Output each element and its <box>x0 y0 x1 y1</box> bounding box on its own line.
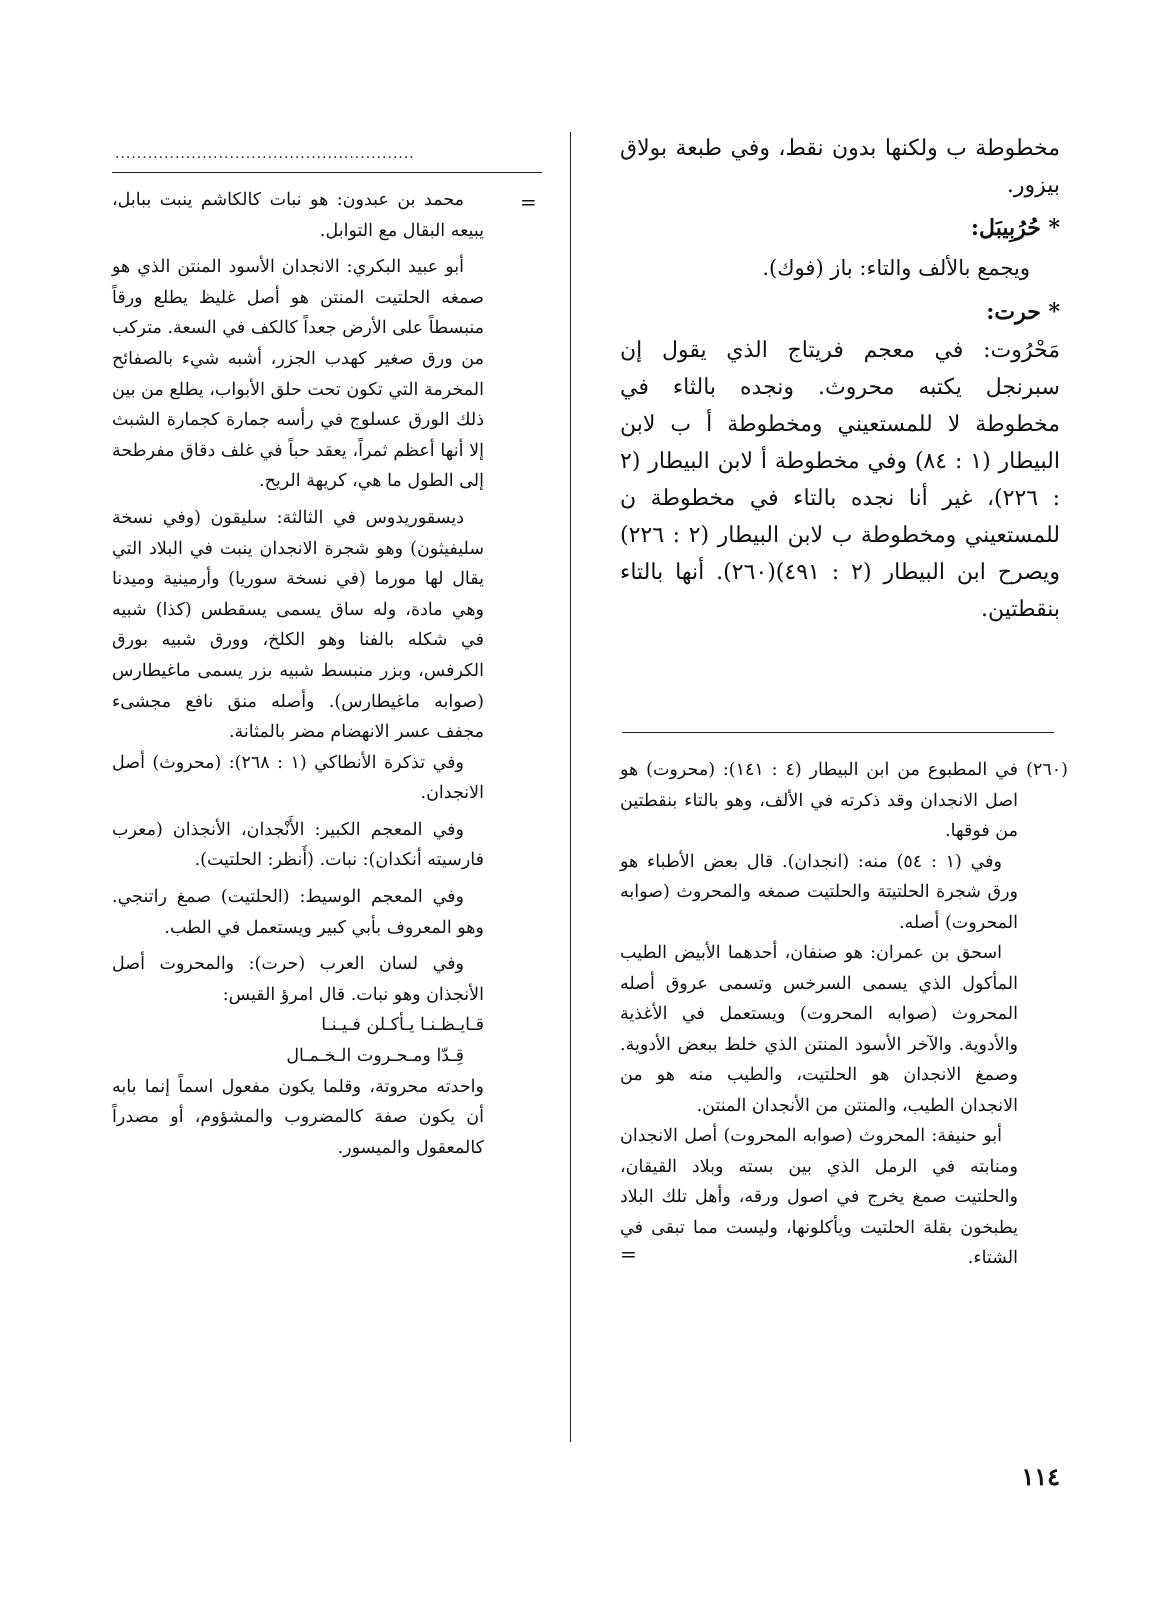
entry-heading-hrt: * حرت: <box>986 299 1060 325</box>
paragraph-antaki: وفي تذكرة الأنطاكي (١ : ٢٦٨): (محروث) أصل الانجدان. <box>112 752 484 804</box>
continuation-mark: = <box>520 190 537 214</box>
footnote-paragraph: أبو حنيفة: المحروث (صوابه المحروت) أصل الانجدان ومنابته في الرمل الذي بين بسته وبلاد القيقان، والحلتيت صمغ يخرج في اصول ورقه، وأهل تلك البلاد يطبخون بقلة الحلتيت ويأكلونها، وليست مما تبقى في الشتاء. <box>620 1126 1018 1268</box>
footnote-paragraph: اسحق بن عمران: هو صنفان، أحدهما الأبيض الطيب المأكول الذي يسمى السرخس وتسمى عروق أصله المحروث (صوابه المحروت) ويستعمل في الأغذية والأدوية. والآخر الأسود المنتن الذي خلط ببعض الأدوية. وصمغ الانجدان هو الحلتيت، والطيب منه هو من الانجدان الطيب، والمنتن من الأنجدان المنتن. <box>620 943 1018 1116</box>
paragraph-closing: واحدته محروتة، وقلما يكون مفعول اسماً إنما بابه أن يكون صفة كالمضروب والمشؤوم، أو مصدراً كالمعقول والميسور. <box>112 1076 484 1158</box>
paragraph-dioscorides: ديسقوريدوس في الثالثة: سليقون (وفي نسخة سليفيثون) وهو شجرة الانجدان ينبت في البلاد التي يقال لها مورما (في نسخة سوريا) وأرمينية وميدنا وهي مادة، وله ساق يسمى يسقطس (كذا) شبيه في شكله بالفنا وهو الكلخ، وورق شبيه بورق الكرفس، وبزر منبسط شبيه بزر يسمى ماغيطارس (صوابه ماغيطارس). وأصله منق نافع مجشىء مجفف عسر الانهضام مضر بالمثانة. <box>112 507 484 743</box>
main-text <box>620 130 1060 628</box>
paragraph-bakri: أبو عبيد البكري: الانجدان الأسود المنتن الذي هو صمغه الحلتيت المنتن هو أصل غليظ يطلع ورقاً منبسطاً على الأرض جعداً كالكف في السعة. متركب من ورق صغير كهدب الجزر، أشبه شيء بالصفائح المخرمة التي تكون تحت حلق الأبواب، يطلع من بين ذلك الورق عسلوج في رأسه جمارة كجمارة الشبث إلا أنها أعظم ثمراً، يعقد حباً في غلف دقاق مفرطحة إلى الطول ما هي، كريهة الريح. <box>112 257 484 492</box>
left-column-rule <box>112 172 542 173</box>
page-number: ١١٤ <box>1021 1462 1060 1491</box>
paragraph-lisan-al-arab: وفي لسان العرب (حرت): والمحروت أصل الأنجذان وهو نبات. قال امرؤ القيس: <box>112 954 484 1005</box>
verse-line: قـايـظـنـا يـأكـلن فـيـنـا <box>321 1015 484 1036</box>
intro-paragraph: مخطوطة ب ولكنها بدون نقط، وفي طبعة بولاق بيزور. <box>620 136 1060 198</box>
footnote-paragraph: وفي (١ : ٥٤) منه: (انجدان). قال بعض الأطباء هو ورق شجرة الحلتيتة والحلتيت صمغه والمحروث (صوابه المحروت) أصله. <box>620 851 1018 933</box>
footnote-260 <box>620 755 1068 847</box>
entry-body-mahrut: مَحْرُوت: في معجم فريتاج الذي يقول إن سبرنجل يكتبه محروث. ونجده بالثاء في مخطوطة لا للمستعيني ومخطوطة أ ب لابن البيطار (١ : ٨٤) وفي مخطوطة أ لابن البيطار (٢ : ٢٢٦)، غير أنا نجده بالتاء في مخطوطة ن للمستعيني ومخطوطة ب لابن البيطار (٢ : ٢٢٦) ويصرح ابن البيطار (٢ : ٤٩١)(٢٦٠). أنها بالتاء بنقطتين. <box>620 338 1061 622</box>
continuation-mark: = <box>620 1242 637 1266</box>
column-divider <box>570 132 571 1442</box>
paragraph-mujam-kabir: وفي المعجم الكبير: الأَنْجدان، الأنجذان (معرب فارسيته أنكدان): نبات. (أَنظر: الحلتيت). <box>112 819 484 871</box>
left-column <box>112 185 484 1163</box>
footnote-paragraph: في المطبوع من ابن البيطار (٤ : ١٤١): (محروت) هو اصل الانجدان وقد ذكرته في الألف، وهو بالتاء بنقطتين من فوقها. <box>620 760 1019 841</box>
paragraph-mujam-wasit: وفي المعجم الوسيط: (الحلتيت) صمغ راتنجي. وهو المعروف بأبي كبير ويستعمل في الطب. <box>112 887 484 938</box>
entry-heading-hurubibal: * حُرُبِيبَل: <box>970 215 1060 241</box>
dotted-separator: ....................................................... <box>115 146 415 162</box>
footnotes <box>620 755 1068 1274</box>
right-column <box>620 130 1060 628</box>
footnote-number: (٢٦٠) <box>1026 760 1068 780</box>
footnote-divider <box>622 732 1054 733</box>
verse-line: قِـدّا ومـحـروت الـخـمـال <box>286 1046 464 1067</box>
entry-body-hurubibal: ويجمع بالألف والتاء: باز (فوك). <box>762 256 1030 280</box>
paragraph-ibn-abdun: محمد بن عبدون: هو نبات كالكاشم ينبت ببابل، يبيعه البقال مع التوابل. <box>112 190 484 241</box>
